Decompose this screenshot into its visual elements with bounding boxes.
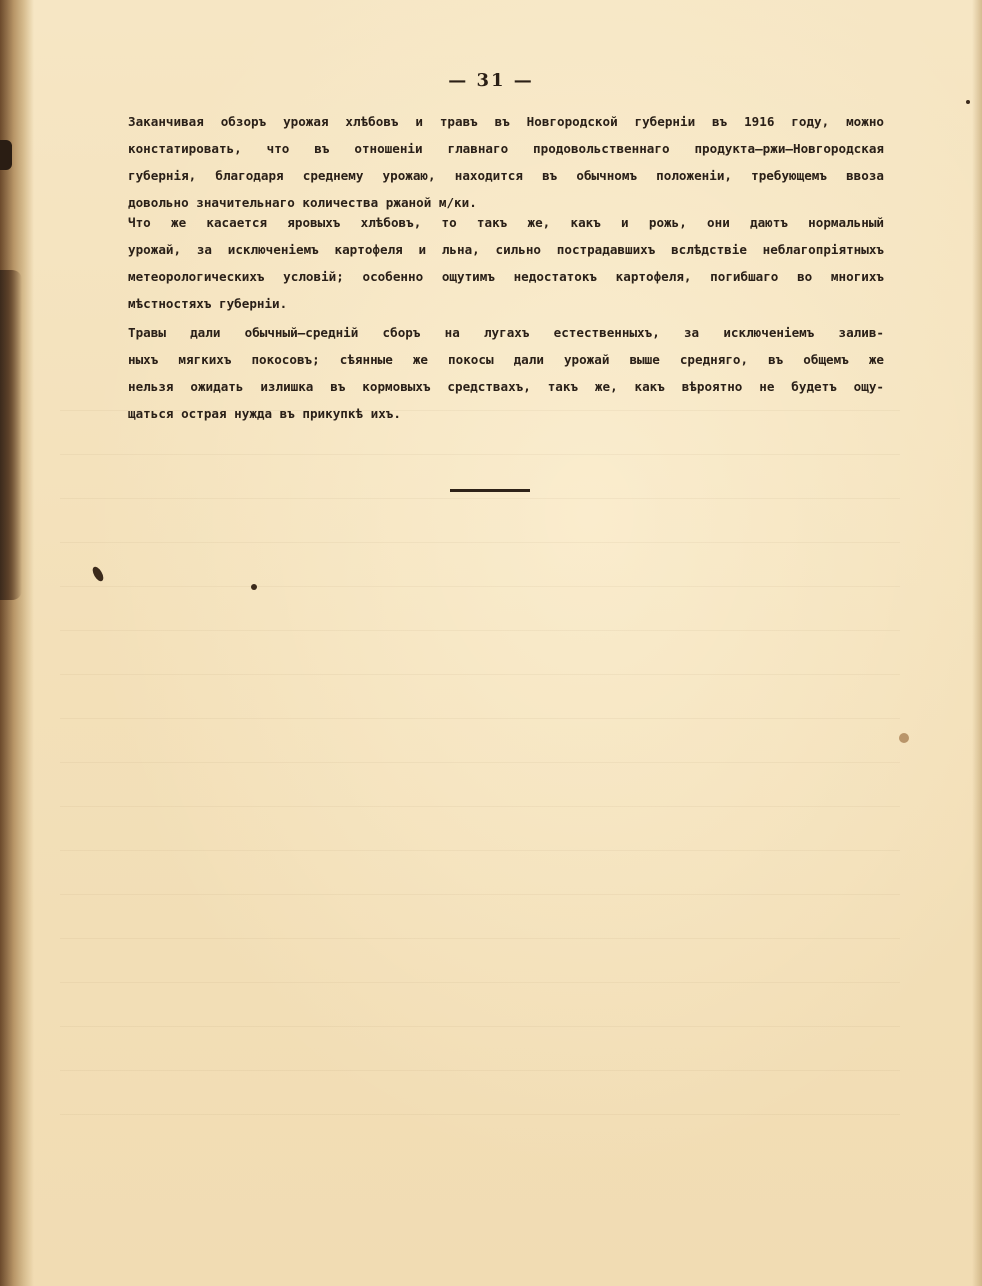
- torn-binding: [0, 270, 22, 600]
- text-line: Травы дали обычный—средній сборъ на лугахъ естественныхъ, за исключеніемъ залив-: [128, 325, 884, 340]
- text-line: урожай, за исключеніемъ картофеля и льна, сильно пострадавшихъ вслѣдствіе неблагопріятныхъ: [128, 242, 884, 257]
- text-line: Что же касается яровыхъ хлѣбовъ, то такъ же, какъ и рожь, они даютъ нормальный: [128, 215, 884, 230]
- page-right-edge: [972, 0, 982, 1286]
- binding-stain: [0, 140, 12, 170]
- ink-spot: [251, 584, 257, 590]
- show-through-table: [60, 410, 900, 1150]
- text-line: нельзя ожидать излишка въ кормовыхъ средствахъ, такъ же, какъ вѣроятно не будетъ ощу-: [128, 379, 884, 394]
- text-line: довольно значительнаго количества ржаной м/ки.: [128, 195, 477, 210]
- ink-spot: [966, 100, 970, 104]
- ink-spot: [899, 733, 909, 743]
- text-line: констатировать, что въ отношеніи главнаго продовольственнаго продукта—ржи—Новгородская: [128, 141, 884, 156]
- text-line: губернія, благодаря среднему урожаю, находится въ обычномъ положеніи, требующемъ ввоза: [128, 168, 884, 183]
- paragraph-2: [128, 209, 884, 317]
- text-line: Заканчивая обзоръ урожая хлѣбовъ и травъ въ Новгородской губерніи въ 1916 году, можно: [128, 114, 884, 129]
- paragraph-3: [128, 319, 884, 427]
- paragraph-1: [128, 108, 884, 216]
- text-line: мѣстностяхъ губерніи.: [128, 296, 288, 311]
- separator-rule: [450, 489, 530, 492]
- page-number: — 31 —: [448, 70, 534, 91]
- text-line: ныхъ мягкихъ покосовъ; сѣянные же покосы дали урожай выше средняго, въ общемъ же: [128, 352, 884, 367]
- page-binding-edge: [0, 0, 34, 1286]
- text-line: щаться острая нужда въ прикупкѣ ихъ.: [128, 406, 401, 421]
- text-line: метеорологическихъ условій; особенно ощутимъ недостатокъ картофеля, погибшаго во многихъ: [128, 269, 884, 284]
